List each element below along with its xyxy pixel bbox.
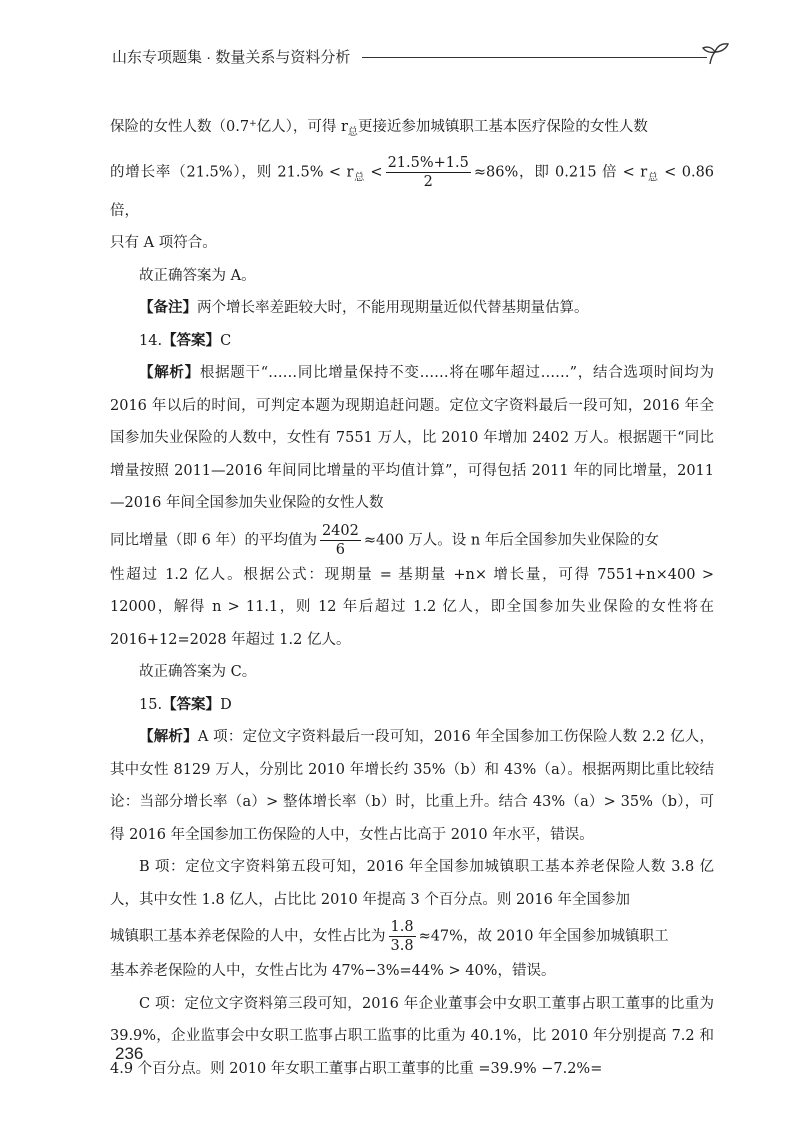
sprout-icon: [700, 40, 732, 66]
fraction-numerator: 21.5%+1.5: [387, 154, 469, 171]
paragraph-4: 故正确答案为 A。: [139, 267, 256, 284]
text: ≈86%，即 0.215 倍 < r: [473, 164, 648, 180]
analysis-15: [110, 721, 714, 851]
text: 更接近参加城镇职工基本医疗保险的女性人数: [357, 119, 648, 135]
fraction: [320, 522, 361, 559]
text: 保险的女性人数（0.7: [110, 119, 250, 135]
text: ≈400 万人。设 n 年后全国参加失业保险的女: [363, 532, 659, 548]
fraction: [386, 154, 471, 191]
paragraph-2: [110, 154, 714, 228]
text: 两个增长率差距较大时，不能用现期量近似代替基期量估算。: [197, 300, 589, 316]
paragraph-15: 基本养老保险的人中，女性占比为 47%−3%=44% > 40%，错误。: [110, 963, 556, 979]
text: ≈47%，故 2010 年全国参加城镇职工: [418, 928, 669, 945]
header-rule: [362, 57, 707, 58]
answer-letter: D: [220, 696, 232, 713]
analysis-tag: 【解析】: [139, 365, 200, 381]
superscript: +: [249, 119, 257, 129]
text: 同比增量（即 6 年）的平均值为: [110, 532, 317, 548]
text: 的增长率（21.5%），则 21.5% < r: [110, 164, 354, 180]
analysis-14: [110, 357, 714, 520]
text: 亿人），可得 r: [256, 119, 348, 135]
fraction-denominator: 2: [423, 173, 433, 190]
answer-body: [110, 108, 714, 1085]
text: < 0.86 倍，: [110, 164, 715, 219]
text: A 项：定位文字资料最后一段可知，2016 年全国参加工伤保险人数 2.2 亿人，其中女性 8129 万人，分别比 2010 年增长约 35%（b）和 43%（a）。根据两期比重比较结论：当部分增长率（a）> 整体增长率（b）时，比重上升。结合 43%（a）> 35%（b），可得 2016 年全国参加工伤保险的人中，女性占比高于 2010 年水平，错误。: [110, 729, 715, 843]
running-header: [112, 40, 724, 70]
paragraph-14: [110, 918, 714, 955]
fraction: [389, 918, 416, 955]
text: <: [365, 164, 383, 180]
note-paragraph: [110, 292, 714, 325]
answer-14: [110, 325, 714, 358]
question-number: 14.: [139, 332, 163, 349]
fraction-denominator: 6: [335, 541, 346, 558]
note-tag: 【备注】: [139, 300, 197, 316]
header-title: 山东专项题集 · 数量关系与资料分析: [112, 49, 351, 66]
answer-letter: C: [220, 332, 232, 349]
fraction-numerator: 2402: [321, 522, 359, 539]
subscript: 总: [647, 172, 659, 183]
answer-15: [110, 689, 714, 722]
paragraph-3: 只有 A 项符合。: [110, 235, 217, 251]
question-number: 15.: [139, 696, 163, 713]
paragraph-8: [110, 522, 714, 559]
paragraph-10: 故正确答案为 C。: [139, 664, 257, 680]
paragraph-13: B 项：定位文字资料第五段可知，2016 年全国参加城镇职工基本养老保险人数 3.8 亿人，其中女性 1.8 亿人，占比比 2010 年提高 3 个百分点。则 2016 年全国参加: [110, 859, 714, 908]
answer-tag: 【答案】: [162, 332, 221, 349]
text: 根据题干“……同比增量保持不变……将在哪年超过……”，结合选项时间均为 2016 年以后的时间，可判定本题为现期追赶问题。定位文字资料最后一段可知，2016 年全国参加失业保险的人数中，女性有 7551 万人，比 2010 年增加 2402 万人。根据题干“同比增量按照 2011—2016 年间同比增量的平均值计算”，可得包括 2011 年的同比增量，2011—2016 年间全国参加失业保险的女性人数: [110, 365, 715, 511]
subscript: 总: [353, 172, 365, 183]
paragraph-16: C 项：定位文字资料第三段可知，2016 年企业董事会中女职工董事占职工董事的比重为 39.9%，企业监事会中女职工监事占职工监事的比重为 40.1%，比 2010 年分别提高 7.2 和 4.9 个百分点。则 2010 年女职工董事占职工董事的比重 =39.9% −7.2%=: [110, 995, 714, 1077]
analysis-tag: 【解析】: [139, 729, 198, 745]
page-number: 236: [115, 1044, 144, 1063]
text: 城镇职工基本养老保险的人中，女性占比为: [110, 928, 386, 945]
fraction-numerator: 1.8: [390, 919, 414, 935]
fraction-denominator: 3.8: [390, 938, 414, 954]
paragraph-9: 性超过 1.2 亿人。根据公式：现期量 = 基期量 +n× 增长量，可得 7551+n×400 > 12000，解得 n > 11.1，则 12 年后超过 1.2 亿人，即全国参加失业保险的女性将在 2016+12=2028 年超过 1.2 亿人。: [110, 566, 714, 648]
subscript: 总: [347, 127, 358, 138]
paragraph-1: [110, 108, 714, 150]
answer-tag: 【答案】: [162, 696, 221, 713]
